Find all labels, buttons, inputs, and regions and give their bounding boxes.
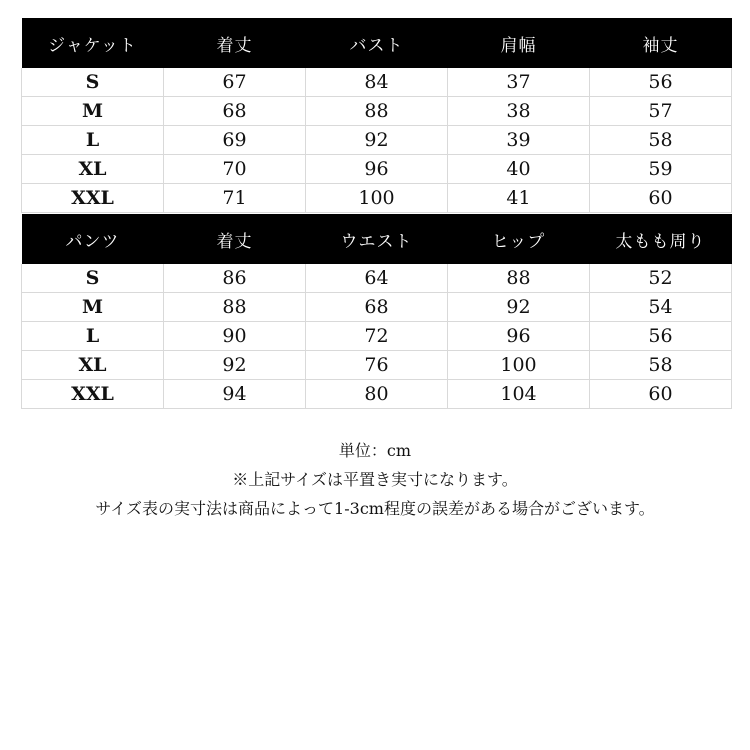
- table-cell: 96: [448, 322, 590, 351]
- table-cell: 38: [448, 97, 590, 126]
- table-row: [22, 155, 732, 184]
- pants-header-cell: パンツ: [22, 214, 164, 264]
- table-cell: 56: [590, 68, 732, 97]
- tolerance-note: サイズ表の実寸法は商品によって1-3cm程度の誤差がある場合がございます。: [95, 499, 655, 518]
- table-cell: 84: [306, 68, 448, 97]
- jacket-header-row: [22, 18, 732, 68]
- table-cell: 92: [448, 293, 590, 322]
- table-cell: 41: [448, 184, 590, 213]
- table-cell: 88: [164, 293, 306, 322]
- table-row: [22, 351, 732, 380]
- table-cell: 71: [164, 184, 306, 213]
- table-cell: 54: [590, 293, 732, 322]
- table-cell: 88: [306, 97, 448, 126]
- jacket-header-cell: ジャケット: [22, 18, 164, 68]
- size-label-cell: XXL: [22, 380, 164, 409]
- table-row: [22, 293, 732, 322]
- size-label-cell: M: [22, 97, 164, 126]
- table-cell: 37: [448, 68, 590, 97]
- table-cell: 60: [590, 380, 732, 409]
- pants-header-cell: 着丈: [164, 214, 306, 264]
- table-cell: 88: [448, 264, 590, 293]
- jacket-size-table: [21, 18, 732, 213]
- table-cell: 70: [164, 155, 306, 184]
- table-cell: 72: [306, 322, 448, 351]
- flat-measurement-note: ※上記サイズは平置き実寸になります。: [232, 470, 518, 489]
- table-row: [22, 184, 732, 213]
- size-label-cell: S: [22, 264, 164, 293]
- table-cell: 68: [306, 293, 448, 322]
- table-cell: 67: [164, 68, 306, 97]
- size-label-cell: XXL: [22, 184, 164, 213]
- size-label-cell: XL: [22, 351, 164, 380]
- table-row: [22, 126, 732, 155]
- pants-header-row: [22, 214, 732, 264]
- table-cell: 69: [164, 126, 306, 155]
- table-row: [22, 264, 732, 293]
- table-row: [22, 322, 732, 351]
- table-cell: 59: [590, 155, 732, 184]
- table-cell: 80: [306, 380, 448, 409]
- table-cell: 86: [164, 264, 306, 293]
- table-cell: 104: [448, 380, 590, 409]
- pants-header-cell: ウエスト: [306, 214, 448, 264]
- table-row: [22, 97, 732, 126]
- table-cell: 58: [590, 126, 732, 155]
- size-label-cell: S: [22, 68, 164, 97]
- jacket-header-cell: 袖丈: [590, 18, 732, 68]
- table-cell: 94: [164, 380, 306, 409]
- size-label-cell: M: [22, 293, 164, 322]
- unit-note: 単位：cm: [338, 441, 412, 460]
- table-cell: 92: [306, 126, 448, 155]
- table-cell: 56: [590, 322, 732, 351]
- table-cell: 76: [306, 351, 448, 380]
- size-label-cell: L: [22, 126, 164, 155]
- jacket-header-cell: バスト: [306, 18, 448, 68]
- size-notes: [0, 436, 750, 523]
- table-cell: 68: [164, 97, 306, 126]
- table-cell: 60: [590, 184, 732, 213]
- table-cell: 57: [590, 97, 732, 126]
- table-row: [22, 380, 732, 409]
- table-cell: 58: [590, 351, 732, 380]
- pants-header-cell: 太もも周り: [590, 214, 732, 264]
- size-label-cell: L: [22, 322, 164, 351]
- table-cell: 100: [306, 184, 448, 213]
- table-cell: 40: [448, 155, 590, 184]
- table-cell: 96: [306, 155, 448, 184]
- size-label-cell: XL: [22, 155, 164, 184]
- table-cell: 64: [306, 264, 448, 293]
- pants-header-cell: ヒップ: [448, 214, 590, 264]
- jacket-header-cell: 着丈: [164, 18, 306, 68]
- table-cell: 90: [164, 322, 306, 351]
- table-cell: 52: [590, 264, 732, 293]
- pants-size-table: [21, 214, 732, 409]
- table-cell: 39: [448, 126, 590, 155]
- table-cell: 92: [164, 351, 306, 380]
- table-cell: 100: [448, 351, 590, 380]
- table-row: [22, 68, 732, 97]
- jacket-header-cell: 肩幅: [448, 18, 590, 68]
